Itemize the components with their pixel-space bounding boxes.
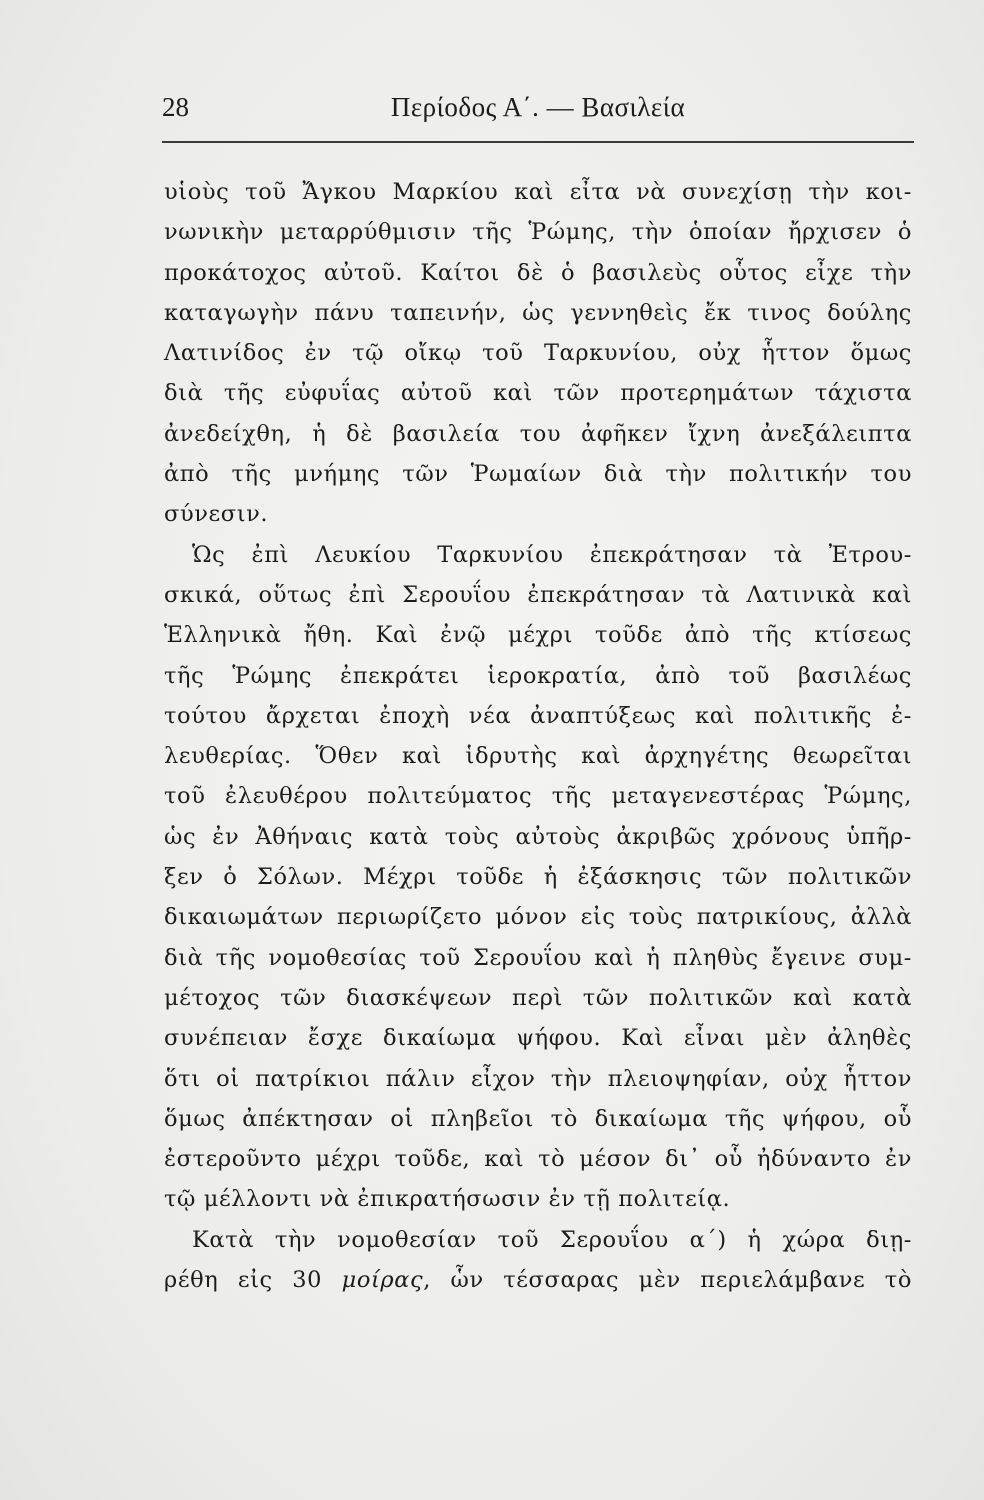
text-line: ξεν ὁ Σόλων. Μέχρι τοῦδε ἡ ἐξάσκησις τῶν πολιτικῶν — [164, 864, 912, 891]
running-title: Περίοδος Α΄. — Βασιλεία — [390, 92, 686, 122]
text-line: Λατινίδος ἐν τῷ οἴκῳ τοῦ Ταρκυνίου, οὐχ ἧττον ὅμως — [164, 340, 912, 367]
text-line: διὰ τῆς εὐφυΐας αὐτοῦ καὶ τῶν προτερημάτων τάχιστα — [164, 380, 912, 407]
text-line-final — [164, 1260, 912, 1300]
text-line: σύνεσιν. — [164, 501, 269, 528]
text-line: τούτου ἄρχεται ἐποχὴ νέα ἀναπτύξεως καὶ πολιτικῆς ἐ- — [164, 702, 912, 729]
page-header — [162, 92, 914, 132]
text-segment: , ὧν τέσσαρας μὲν περιελάμβανε τὸ — [423, 1267, 912, 1294]
text-line: λευθερίας. Ὅθεν καὶ ἱδρυτὴς καὶ ἀρχηγέτης θεωρεῖται — [164, 743, 912, 770]
text-line: ὅμως ἀπέκτησαν οἱ πληβεῖοι τὸ δικαίωμα τῆς ψήφου, οὗ — [164, 1105, 912, 1132]
text-line: τοῦ ἐλευθέρου πολιτεύματος τῆς μεταγενεστέρας Ῥώμης, — [164, 783, 912, 810]
text-line: προκάτοχος αὐτοῦ. Καίτοι δὲ ὁ βασιλεὺς οὗτος εἶχε τὴν — [164, 259, 912, 286]
text-line: μέτοχος τῶν διασκέψεων περὶ τῶν πολιτικῶν καὶ κατὰ — [164, 984, 912, 1011]
text-line: ὅτι οἱ πατρίκιοι πάλιν εἶχον τὴν πλειοψηφίαν, οὐχ ἧττον — [164, 1065, 912, 1092]
text-line: Κατὰ τὴν νομοθεσίαν τοῦ Σερουΐου α΄) ἡ χώρα διῃ- — [192, 1226, 912, 1253]
text-line: Ἑλληνικὰ ἤθη. Καὶ ἐνῷ μέχρι τοῦδε ἀπὸ τῆς κτίσεως — [164, 622, 912, 649]
text-line: διὰ τῆς νομοθεσίας τοῦ Σερουΐου καὶ ἡ πληθὺς ἔγεινε συμ- — [164, 944, 912, 971]
body-text — [164, 172, 912, 1300]
text-line: Ὡς ἐπὶ Λευκίου Ταρκυνίου ἐπεκράτησαν τὰ Ἐτρου- — [192, 541, 912, 568]
text-line: σκικά, οὕτως ἐπὶ Σερουΐου ἐπεκράτησαν τὰ Λατινικὰ καὶ — [164, 581, 912, 608]
text-line: ἐστεροῦντο μέχρι τοῦδε, καὶ τὸ μέσον δι᾿ οὗ ἠδύναντο ἐν — [164, 1146, 912, 1173]
text-line: ὡς ἐν Ἀθήναις κατὰ τοὺς αὐτοὺς ἀκριβῶς χρόνους ὑπῆρ- — [164, 823, 912, 850]
text-line: τῆς Ῥώμης ἐπεκράτει ἱεροκρατία, ἀπὸ τοῦ βασιλέως — [164, 662, 912, 689]
italic-term: μοίρας — [341, 1267, 424, 1294]
text-line: καταγωγὴν πάνυ ταπεινήν, ὡς γεννηθεὶς ἔκ τινος δούλης — [164, 299, 912, 326]
text-line: ἀπὸ τῆς μνήμης τῶν Ῥωμαίων διὰ τὴν πολιτικήν του — [164, 461, 912, 488]
text-line: τῷ μέλλοντι νὰ ἐπικρατήσωσιν ἐν τῇ πολιτείᾳ. — [164, 1186, 731, 1213]
text-line: υἱοὺς τοῦ Ἄγκου Μαρκίου καὶ εἶτα νὰ συνεχίσῃ τὴν κοι- — [164, 179, 912, 205]
text-line: δικαιωμάτων περιωρίζετο μόνον εἰς τοὺς πατρικίους, ἀλλὰ — [164, 904, 912, 931]
text-line: ἀνεδείχθη, ἡ δὲ βασιλεία του ἀφῆκεν ἴχνη ἀνεξάλειπτα — [164, 420, 912, 447]
page-number: 28 — [162, 92, 189, 122]
header-rule — [162, 141, 914, 143]
text-segment: ρέθη εἰς 30 — [164, 1267, 342, 1294]
text-line: νωνικὴν μεταρρύθμισιν τῆς Ῥώμης, τὴν ὁποίαν ἤρχισεν ὁ — [164, 219, 912, 246]
text-line: συνέπειαν ἔσχε δικαίωμα ψήφου. Καὶ εἶναι μὲν ἀληθὲς — [164, 1025, 912, 1052]
